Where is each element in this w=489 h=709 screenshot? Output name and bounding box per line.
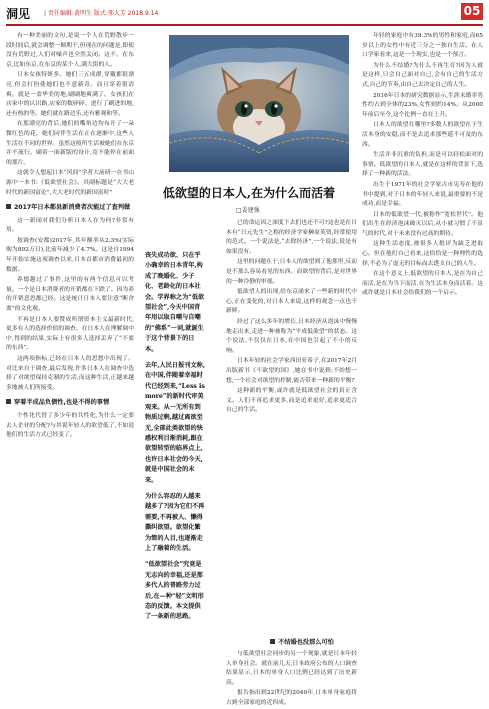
- page-header: [0, 0, 489, 26]
- paragraph: 与低欲望社会同步的另一个现象,就是日本年轻人单身社会。就在前几天,日本政府公布的人口调查结果显示,日本的单身人口比例已经达到了历史新高。: [226, 651, 357, 686]
- paragraph: 有一种美丽的文句,是说一个人在荒野散步一段时间后,就会调整一顺期不,但现在的问题是,即使没有荒野过,人们对噪声也全然关闭。这不。在东京,比如东京,在东京的某个人,满大街的人。: [6, 33, 134, 68]
- paragraph: 按调查(安都)2017年,其年额率从2.3%(实际购为892万日),比前年减少了4.7%。这是自1994年开始实施这项调查以来,日本首都市消费最初的数据。: [6, 237, 134, 273]
- paragraph: 日本年轻的社会学家西田亚希子,在2017年2月出版新书《不欲望的国》,她在书中说到:不妨想一想,一个社会对欲望的控制,能否带来一种新的平衡?: [226, 358, 357, 384]
- paragraph: 日本的低欲望一代,被称作“宽松世代”。他们出生在经济泡沫破灭以后,从小就习惯了不景气的时代,对于未来没有过高的期待。: [362, 211, 483, 237]
- kitten-in-denim-image: [169, 35, 349, 172]
- paragraph: “低欲望社会”究竟是无志向的幸福,还是那多代人的普路劳力过后,在—种“轻”文明形态的反馈。本文提供了一条新的思路。: [145, 561, 204, 621]
- paragraph: 日本人的欲望在哪里?多数人的欲望在于生活本身的安稳,而不是去追求那些遥不可及的东西。: [362, 122, 483, 148]
- column-3: [226, 219, 357, 631]
- page-number-badge: 05: [461, 3, 483, 20]
- paragraph: 已的命运因之深度下去们也还不可?这也是在日本有“日元先生”之称的经济学家榊原英资,经常使用的范式。一个说法是,“去除经济”,一个说法,说是有如果没有。: [226, 220, 357, 255]
- paragraph: 这一新闻对我们分析日本人在为何?非常有用。: [6, 217, 134, 234]
- column-1: [6, 32, 134, 700]
- paragraph: 为什么不结婚?为什么不再生育?因为人就是这样,只会自己面对自己,会有自己的生活方式,自己的节奏,由自己去决定自己的人生。: [362, 62, 483, 88]
- header-divider: [6, 24, 483, 26]
- paragraph: 不再是日本人要赞成所谓资本主义最新时代,更多有人的选择价值的调查、在日本人在理解调中中,得到的结果,实际上有很多人选择丢弃了“不要的东西”。: [6, 316, 134, 352]
- paragraph: 这种新的平衡,或许就是低欲望社会的真正含义。人们不再追求更多,而是追求更好,追求更适合自己的生活。: [226, 388, 357, 414]
- kitten-illustration: [169, 35, 349, 172]
- header-meta: | 责任编辑:黄明生 版式:邢大芳 2018.9.14: [44, 10, 159, 17]
- column-4: [362, 32, 483, 700]
- article-headline: 低欲望的日本人,在为什么而活着: [162, 186, 336, 200]
- square-bullet-icon: [270, 639, 275, 644]
- paragraph: 年轻的家庭中有39.3%的男性和家庭,而65岁以上的女性中有近三分之一独自生活。在人口学家看来,这是一个现实,也是一个预言。: [362, 33, 483, 59]
- paragraph: 这两项指标,已经在日本人的思想中出现了。对比来自于调查,最后发现,许多日本人在调查中选择了对欲望保持克制的生活,而这种生活,正越来越多地被人们所接受。: [6, 356, 134, 391]
- paragraph: 为什么容忍的人越来越多了?因为它们不再需要,不再被人、懒得撕纠欲望。欲望化繁为简的人目,也逐渐走上了融着的生活。: [145, 492, 205, 552]
- paragraph: 生活并非沉重的负担,而是可以轻松面对的事情。低欲望的日本人,就是在这样的背景下,选择了一种新的活法。: [362, 152, 483, 178]
- paragraph: 日本女孩特妍多。她们三五成群,穿戴都很漂亮,但会打扮使她们也不意新奇。而且穿着很清爽。就是一盖华美的地,刷刷地爽满了。女孩们在店家中的认识路,店家的数碎碎。进行了刷进的地,还有热的等。她们就在路边乐,还有雅观和等。: [6, 72, 134, 117]
- column-3-bottom: [226, 650, 357, 706]
- column-1-subhead-2: 穿着半成品负债性,也是不得的事情: [6, 398, 134, 408]
- paragraph: 2016年日本的研究数据显示,生涯未婚率男性约占到全体的23%,女性则约14%。从2000年前后至今,这个比例一直在上升。: [362, 92, 483, 118]
- square-bullet-icon: [6, 204, 11, 209]
- paragraph: 这就令人想起日本“风间”学者大前研一在书山源中一本书:《低欲望社会》。其副标题是“大大老时代的新国富论”,大大老时代的新国富时”: [6, 170, 134, 196]
- article-byline: □姜建强: [236, 207, 260, 214]
- paragraph: 丧失成功欲、只在乎小确幸的日本青年,构成了晚婚化、少子化、老龄化的日本社会。学界称之为“低欲望社会”,今天中国青年用以取自嘲与自嘲的“佛系”一词,就诞生于这个背景下的日本。: [145, 252, 205, 353]
- paragraph: 出生于1971年的社会学家古市宪寿在他的书中提到,对于日本的年轻人来说,最重要的不是成功,而是幸福。: [362, 181, 483, 208]
- paragraph: 低欲望人的出现,给东京涌来了一些新的时代中心,正在变化的,对日本人来说,这样的观念一点也不新鲜。: [226, 289, 357, 315]
- section-brand: 洞见: [6, 7, 31, 21]
- paragraph: 去年,人民日报刊文称,在中国,伴随着幸福时代已经到来,“Less is more”的新时代审美观来。从一无所有到物质过剩,越过离欲至无,全部此类欲望的快感权利目渐消耗,跟在欲望转型的临界点上,也许日本社会的今天,就是中国社会的未来。: [145, 362, 205, 484]
- paragraph: 经过了这么多年的增长,日本经济从泡沫中慢慢地走出来,走进一种被称为“平成低欲望”的状态。这个说法,不仅仅在日本,在中国也引起了不小的反响。: [226, 318, 357, 354]
- paragraph: 个性化代替了多少年的共性化,为什么一定要去人企业的分配?与其说年轻人的欲望低了,不如说他们的生活方式已经变了。: [6, 412, 134, 439]
- pull-quote: [145, 251, 205, 621]
- column-1-subhead: 2017年日本都县新消费者次能过了查判做: [6, 203, 134, 213]
- column-3-subhead: 不结婚也没那么可怕: [247, 637, 357, 646]
- square-bullet-icon: [6, 399, 11, 404]
- paragraph: 养德越过了事件,这里的有两个信息可以考量。一个是日本消费者的开销都在下跌了。因为养的开销意思都已经。这是统计日本人要注意“断舍离”的文化观。: [6, 277, 134, 313]
- paragraph: 报告指出到22世纪的2040年,日本单身家庭将占到全部家庭的近四成。: [226, 690, 357, 706]
- paragraph: 这里的问题在于,日本人的欲望到了他那里,反而是不那么容易看见的东西。而欲望的背后,是对世界的一种冷静的审视。: [226, 259, 357, 285]
- paragraph: 在这个意义上,低欲望的日本人,是在为自己而活,是在为当下而活,在为生活本身而活着。这或许就是日本社会给我们的一个启示。: [362, 271, 483, 297]
- paragraph: 这种生活态度,被很多人批评为缺乏进取心。但在他们自己看来,这恰恰是一种理性的选择,不必为了虚无的目标而去透支自己的人生。: [362, 241, 483, 267]
- paragraph: 在那漂亮的背后,她们的嘴角边均布开了一朵微红色的花。她们同伴生活在正在逐渐中,这些人生活在不同的世界。虽然这般所生活被她们在东京并不流行。刷着一面新版的设计,竟不能停在前面的那片。: [6, 121, 134, 166]
